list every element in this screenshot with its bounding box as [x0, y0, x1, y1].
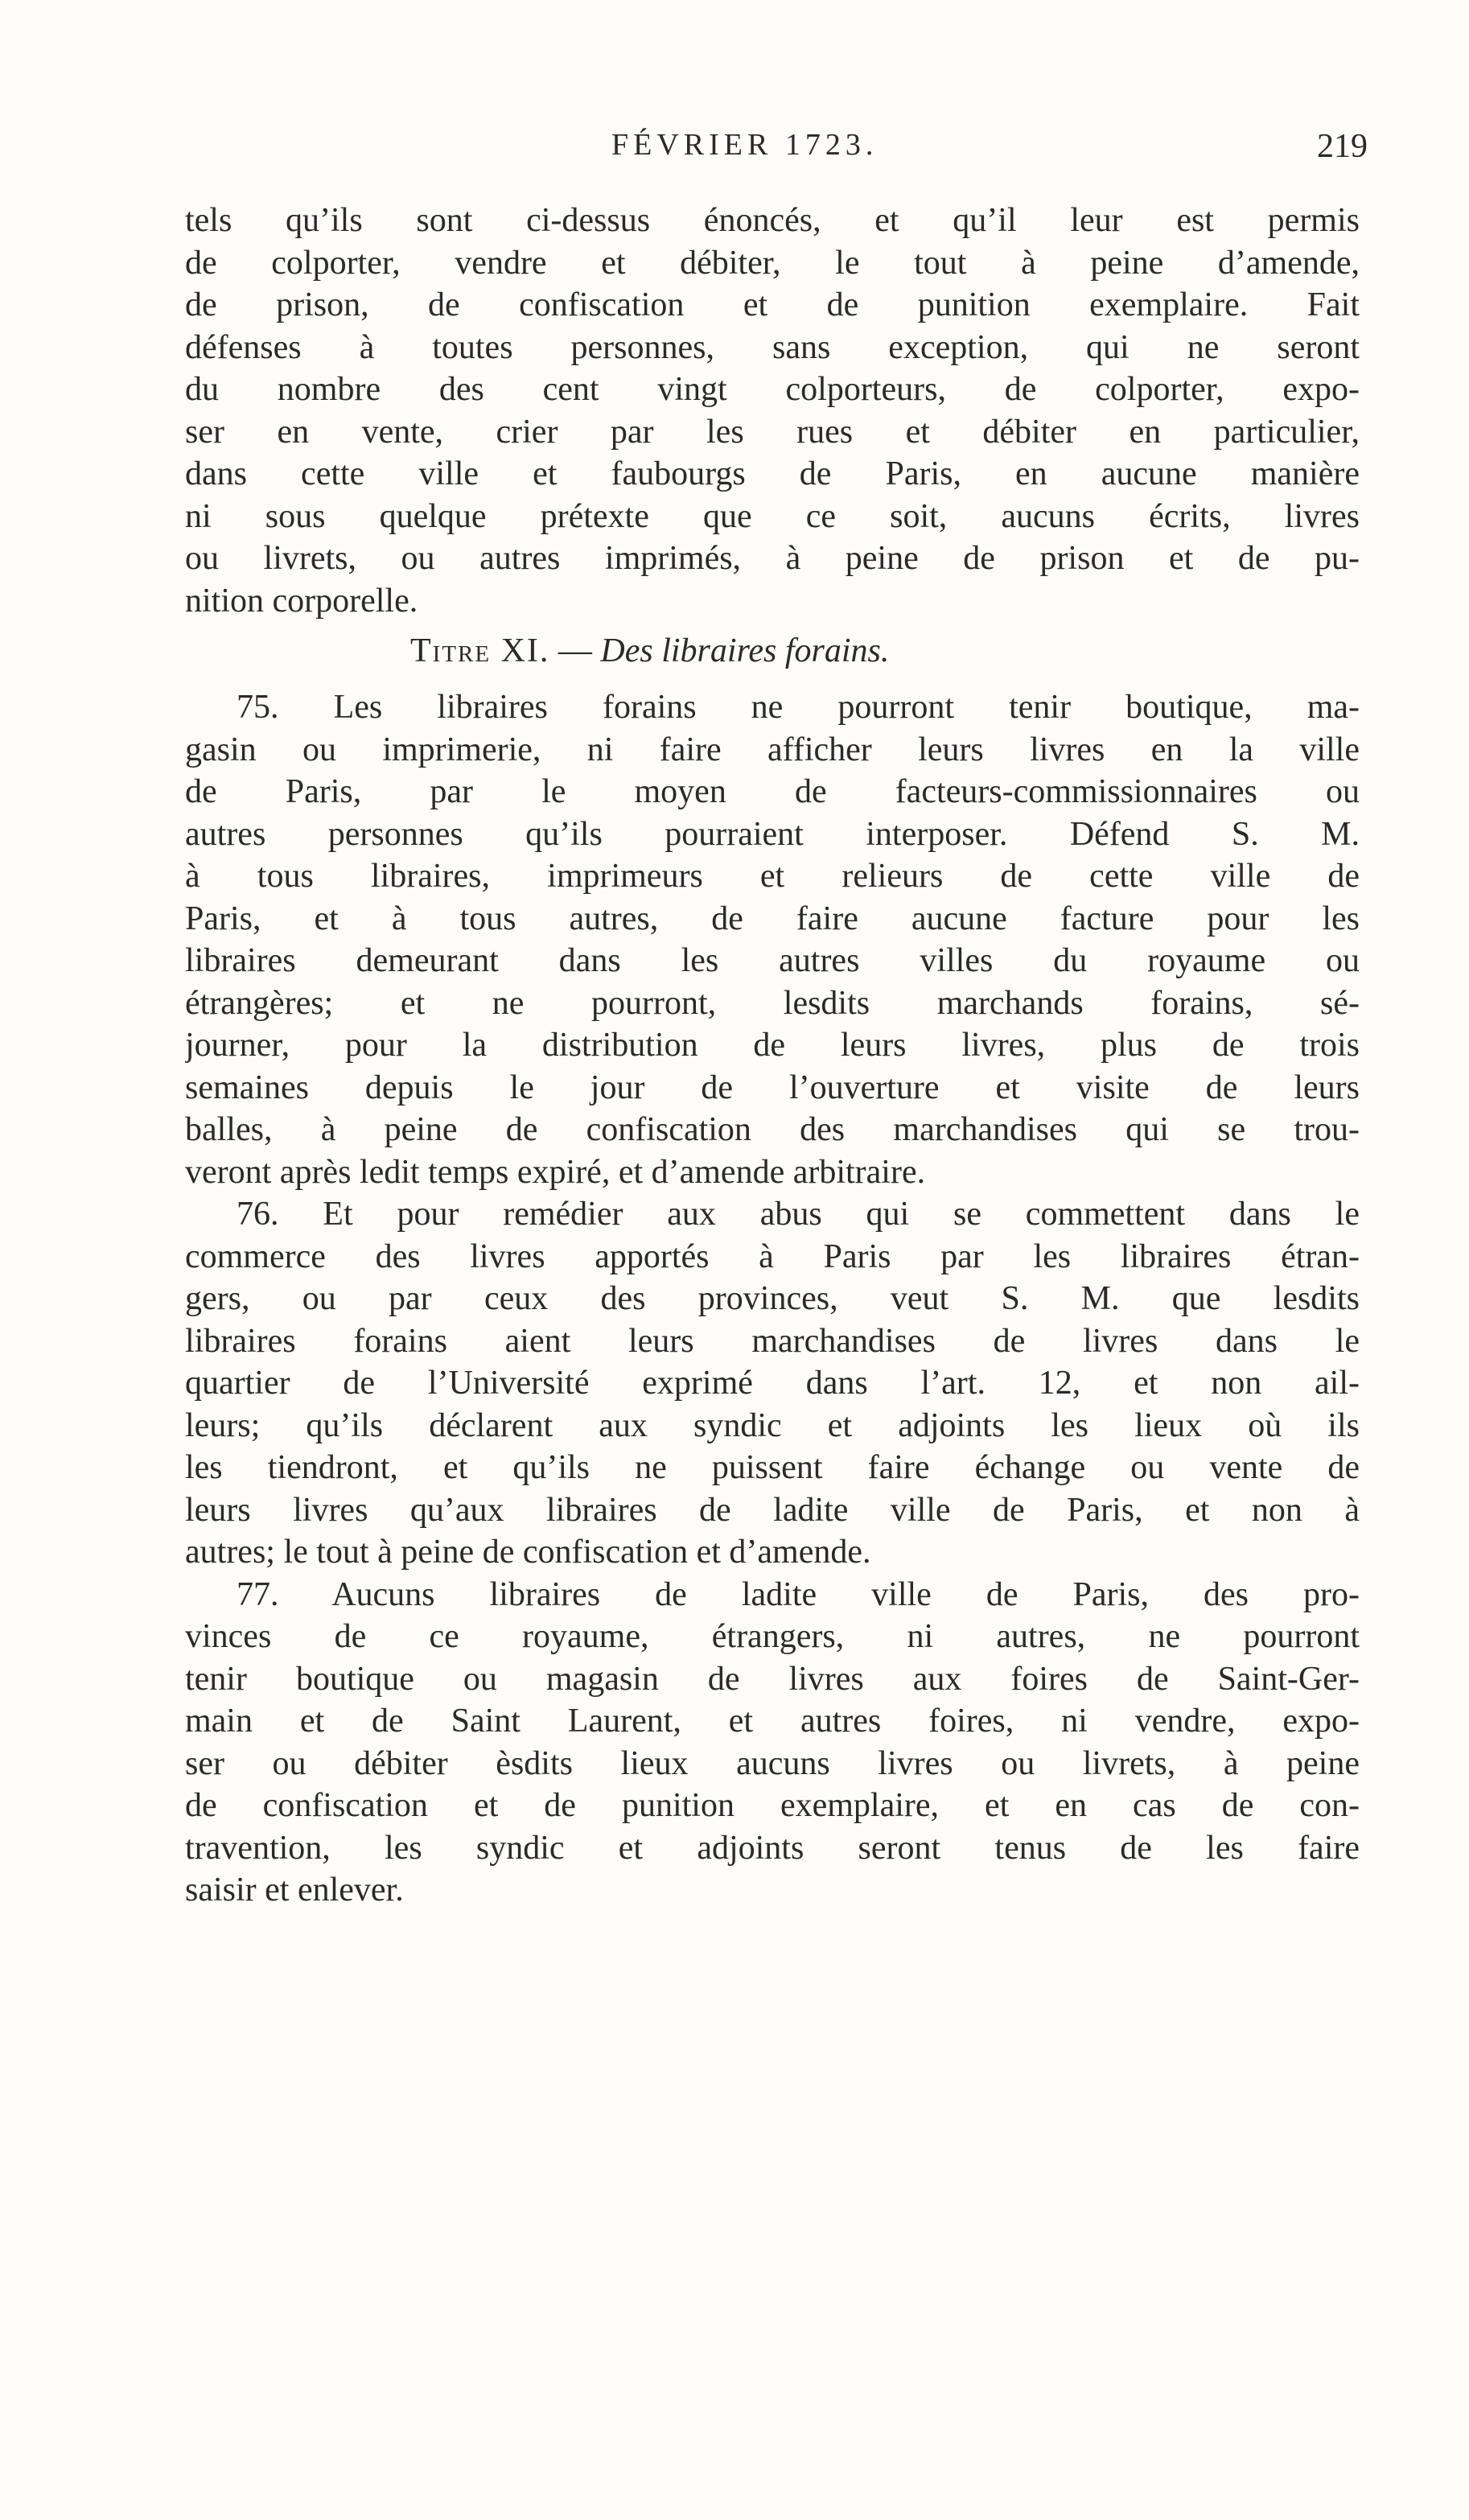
text-line: à tous libraires, imprimeurs et relieurs de cette ville de	[185, 858, 1360, 895]
text-line: semaines depuis le jour de l’ouverture et visite de leurs	[185, 1069, 1360, 1106]
text-line: libraires demeurant dans les autres villes du royaume ou	[185, 942, 1360, 979]
running-title: FÉVRIER 1723.	[611, 128, 879, 162]
text-line: du nombre des cent vingt colporteurs, de colporter, expo-	[185, 371, 1360, 408]
text-line: autres personnes qu’ils pourraient interposer. Défend S. M.	[185, 815, 1360, 853]
text-line: leurs livres qu’aux libraires de ladite ville de Paris, et non à	[185, 1491, 1360, 1529]
section-subject: Des libraires forains.	[600, 632, 890, 669]
section-heading	[185, 622, 1360, 686]
section-number: Titre XI.	[410, 632, 550, 669]
article-76	[185, 1193, 1360, 1574]
text-line: de colporter, vendre et débiter, le tout à peine d’amende,	[185, 244, 1360, 282]
text-line: Paris, et à tous autres, de faire aucune facture pour les	[185, 900, 1360, 937]
text-line: de Paris, par le moyen de facteurs-commissionnaires ou	[185, 773, 1360, 810]
page-number: 219	[1317, 128, 1368, 165]
article-75	[185, 686, 1360, 1193]
text-line: tels qu’ils sont ci-dessus énoncés, et qu’il leur est permis	[185, 202, 1360, 239]
text-line: gasin ou imprimerie, ni faire afficher leurs livres en la ville	[185, 731, 1360, 768]
text-line: leurs; qu’ils déclarent aux syndic et adjoints les lieux où ils	[185, 1406, 1360, 1444]
text-line: ou livrets, ou autres imprimés, à peine de prison et de pu-	[185, 540, 1360, 577]
text-line: ser ou débiter èsdits lieux aucuns livres ou livrets, à peine	[185, 1744, 1360, 1782]
text-line: journer, pour la distribution de leurs livres, plus de trois	[185, 1027, 1360, 1064]
text-line: défenses à toutes personnes, sans exception, qui ne seront	[185, 328, 1360, 366]
text-line: nition corporelle.	[185, 582, 418, 620]
text-line: 76. Et pour remédier aux abus qui se commettent dans le	[237, 1196, 1360, 1233]
text-line: tenir boutique ou magasin de livres aux foires de Saint-Ger-	[185, 1660, 1360, 1698]
text-line: de confiscation et de punition exemplaire, et en cas de con-	[185, 1787, 1360, 1824]
text-line: main et de Saint Laurent, et autres foires, ni vendre, expo-	[185, 1703, 1360, 1740]
text-line: étrangères; et ne pourront, lesdits marchands forains, sé-	[185, 984, 1360, 1022]
text-line: libraires forains aient leurs marchandises de livres dans le	[185, 1322, 1360, 1360]
text-line: saisir et enlever.	[185, 1871, 404, 1909]
text-line: de prison, de confiscation et de punition exemplaire. Fait	[185, 286, 1360, 323]
text-line: dans cette ville et faubourgs de Paris, en aucune manière	[185, 455, 1360, 492]
text-line: gers, ou par ceux des provinces, veut S. M. que lesdits	[185, 1280, 1360, 1317]
section-dash: —	[549, 632, 601, 669]
running-head	[185, 127, 1368, 183]
text-line: autres; le tout à peine de confiscation et d’amende.	[185, 1534, 871, 1571]
text-line: 75. Les libraires forains ne pourront tenir boutique, ma-	[237, 689, 1360, 726]
text-line: travention, les syndic et adjoints seront tenus de les faire	[185, 1829, 1360, 1867]
paragraph-continued	[185, 200, 1360, 622]
text-line: ser en vente, crier par les rues et débiter en particulier,	[185, 413, 1360, 451]
text-line: balles, à peine de confiscation des marchandises qui se trou-	[185, 1111, 1360, 1148]
body-text	[185, 200, 1360, 1912]
text-line: ni sous quelque prétexte que ce soit, aucuns écrits, livres	[185, 497, 1360, 535]
article-77	[185, 1574, 1360, 1912]
text-line: veront après ledit temps expiré, et d’amende arbitraire.	[185, 1153, 926, 1191]
text-line: les tiendront, et qu’ils ne puissent faire échange ou vente de	[185, 1449, 1360, 1486]
text-line: vinces de ce royaume, étrangers, ni autres, ne pourront	[185, 1618, 1360, 1655]
text-line: quartier de l’Université exprimé dans l’art. 12, et non ail-	[185, 1365, 1360, 1402]
text-line: commerce des livres apportés à Paris par les libraires étran-	[185, 1237, 1360, 1275]
text-line: 77. Aucuns libraires de ladite ville de Paris, des pro-	[237, 1575, 1360, 1613]
